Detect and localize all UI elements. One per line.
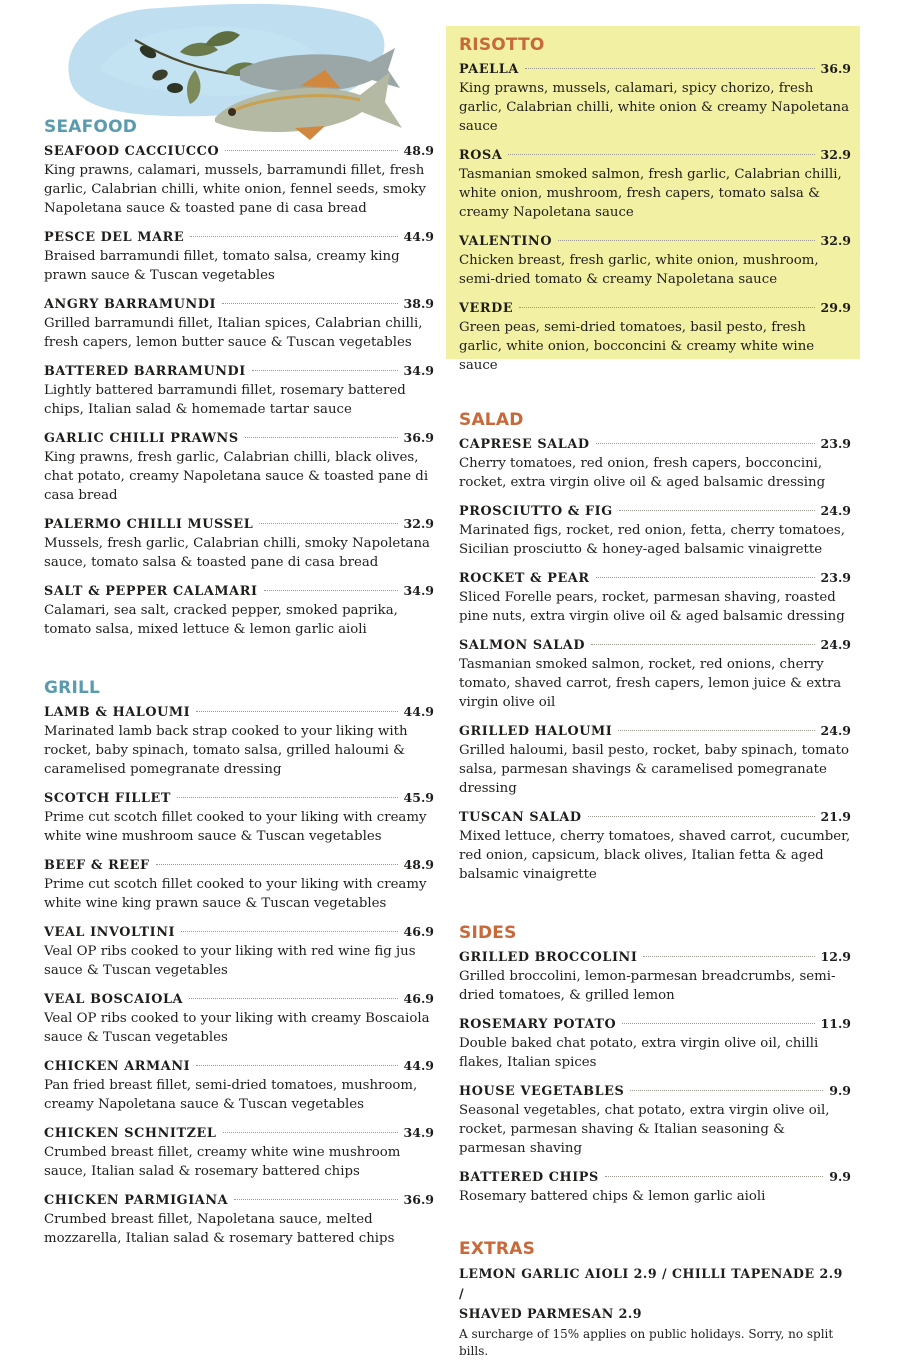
menu-item-description: Rosemary battered chips & lemon garlic aioli — [459, 1189, 766, 1204]
dotted-leader — [196, 1065, 397, 1066]
menu-item-header — [459, 232, 851, 251]
dotted-leader — [596, 443, 815, 444]
menu-item-price: 12.9 — [820, 949, 851, 964]
dotted-leader — [252, 370, 398, 371]
menu-item — [44, 582, 434, 639]
menu-item-description: Lightly battered barramundi fillet, rosemary battered chips, Italian salad & homemade tartar sauce — [44, 383, 406, 417]
menu-item-header — [44, 1191, 434, 1210]
menu-item-price: 24.9 — [820, 503, 851, 518]
dotted-leader — [196, 711, 397, 712]
menu-item-description: Chicken breast, fresh garlic, white onion, mushroom, semi-dried tomato & creamy Napoletana sauce — [459, 253, 819, 287]
menu-item-description: Grilled barramundi fillet, Italian spices, Calabrian chilli, fresh capers, lemon butter sauce & Tuscan vegetables — [44, 316, 423, 350]
menu-item — [44, 923, 434, 980]
section-title-grill: GRILL — [44, 678, 101, 698]
menu-item-header — [459, 146, 851, 165]
menu-item-header — [44, 856, 434, 875]
dotted-leader — [225, 150, 397, 151]
menu-item — [459, 435, 851, 492]
menu-item-description: Braised barramundi fillet, tomato salsa, creamy king prawn sauce & Tuscan vegetables — [44, 249, 400, 283]
menu-item-description: Pan fried breast fillet, semi-dried tomatoes, mushroom, creamy Napoletana sauce & Tuscan vegetables — [44, 1078, 418, 1112]
section-title-seafood: SEAFOOD — [44, 117, 138, 137]
menu-item-price: 46.9 — [403, 924, 434, 939]
menu-item-price: 44.9 — [403, 704, 434, 719]
menu-item-name: VALENTINO — [459, 234, 553, 249]
menu-item — [44, 1057, 434, 1114]
menu-item — [459, 1015, 851, 1072]
menu-item-price: 38.9 — [403, 296, 434, 311]
menu-item — [44, 295, 434, 352]
menu-item — [44, 990, 434, 1047]
sides-section — [459, 922, 851, 1206]
menu-item-price: 36.9 — [403, 1192, 434, 1207]
menu-item-price: 32.9 — [820, 233, 851, 248]
menu-item-name: ROSEMARY POTATO — [459, 1017, 617, 1032]
menu-item-header — [459, 299, 851, 318]
menu-item — [44, 362, 434, 419]
dotted-leader — [190, 236, 397, 237]
menu-item — [459, 60, 851, 136]
menu-item-description: Seasonal vegetables, chat potato, extra virgin olive oil, rocket, parmesan shaving & Italian seasoning & parmesan shaving — [459, 1103, 830, 1156]
menu-item-description: Cherry tomatoes, red onion, fresh capers, bocconcini, rocket, extra virgin olive oil & aged balsamic dressing — [459, 456, 826, 490]
dotted-leader — [245, 437, 398, 438]
menu-item-name: BATTERED CHIPS — [459, 1170, 599, 1185]
menu-item-name: HOUSE VEGETABLES — [459, 1084, 625, 1099]
dotted-leader — [525, 68, 815, 69]
menu-item-name: CAPRESE SALAD — [459, 437, 590, 452]
menu-item-description: Green peas, semi-dried tomatoes, basil pesto, fresh garlic, white onion, bocconcini & creamy white wine sauce — [459, 320, 815, 373]
menu-item-price: 48.9 — [403, 143, 434, 158]
menu-item-name: PAELLA — [459, 62, 519, 77]
dotted-leader — [234, 1199, 397, 1200]
menu-item-header — [44, 703, 434, 722]
menu-item-name: BEEF & REEF — [44, 858, 150, 873]
menu-item — [459, 948, 851, 1005]
menu-item-price: 46.9 — [403, 991, 434, 1006]
dotted-leader — [222, 303, 398, 304]
menu-item-header — [459, 60, 851, 79]
menu-item-price: 48.9 — [403, 857, 434, 872]
menu-item-description: King prawns, fresh garlic, Calabrian chilli, black olives, chat potato, creamy Napoletana sauce & toasted pane di casa bread — [44, 450, 429, 503]
menu-item-name: GRILLED BROCCOLINI — [459, 950, 638, 965]
dotted-leader — [223, 1132, 398, 1133]
menu-item-description: Mixed lettuce, cherry tomatoes, shaved carrot, cucumber, red onion, capsicum, black olives, Italian fetta & aged balsamic vinaigrette — [459, 829, 851, 882]
menu-item-description: Grilled broccolini, lemon-parmesan breadcrumbs, semi-dried tomatoes, & grilled lemon — [459, 969, 836, 1003]
menu-item-header — [44, 362, 434, 381]
menu-item-description: Crumbed breast fillet, Napoletana sauce, melted mozzarella, Italian salad & rosemary battered chips — [44, 1212, 395, 1246]
menu-item-name: GRILLED HALOUMI — [459, 724, 613, 739]
menu-item — [44, 1191, 434, 1248]
menu-item-header — [44, 1124, 434, 1143]
dotted-leader — [189, 998, 397, 999]
menu-item-header — [459, 722, 851, 741]
menu-item-description: Tasmanian smoked salmon, rocket, red onions, cherry tomato, shaved carrot, fresh capers, lemon juice & extra virgin olive oil — [459, 657, 842, 710]
menu-item-price: 9.9 — [829, 1083, 851, 1098]
menu-item — [459, 808, 851, 884]
dotted-leader — [605, 1176, 823, 1177]
dotted-leader — [588, 816, 815, 817]
dotted-leader — [558, 240, 814, 241]
menu-item-header — [44, 228, 434, 247]
menu-item-price: 9.9 — [829, 1169, 851, 1184]
menu-item-description: Tasmanian smoked salmon, fresh garlic, Calabrian chilli, white onion, mushroom, fresh capers, tomato salsa & creamy Napoletana sauce — [459, 167, 842, 220]
salad-section — [459, 409, 851, 884]
menu-item-header — [459, 1082, 851, 1101]
grill-section — [44, 677, 434, 1248]
menu-item-name: ROSA — [459, 148, 503, 163]
dotted-leader — [181, 931, 397, 932]
left-column — [44, 116, 434, 1258]
menu-item-price: 44.9 — [403, 1058, 434, 1073]
menu-item-name: GARLIC CHILLI PRAWNS — [44, 431, 239, 446]
dotted-leader — [591, 644, 815, 645]
menu-item-header — [459, 435, 851, 454]
menu-item-price: 24.9 — [820, 723, 851, 738]
menu-item-price: 45.9 — [403, 790, 434, 805]
menu-item — [459, 636, 851, 712]
dotted-leader — [618, 730, 814, 731]
menu-item — [44, 228, 434, 285]
menu-item-description: Double baked chat potato, extra virgin olive oil, chilli flakes, Italian spices — [459, 1036, 819, 1070]
menu-item-header — [459, 1015, 851, 1034]
section-title-sides: SIDES — [459, 923, 517, 943]
menu-item-name: SALMON SALAD — [459, 638, 586, 653]
menu-item-header — [459, 808, 851, 827]
menu-item-name: ANGRY BARRAMUNDI — [44, 297, 217, 312]
menu-item — [459, 1168, 851, 1206]
dotted-leader — [177, 797, 398, 798]
menu-item — [44, 515, 434, 572]
menu-item — [44, 789, 434, 846]
section-title-extras: EXTRAS — [459, 1239, 536, 1259]
risotto-section — [459, 34, 851, 375]
menu-item-description: Grilled haloumi, basil pesto, rocket, baby spinach, tomato salsa, parmesan shavings & caramelised pomegranate dressing — [459, 743, 849, 796]
menu-item-header — [44, 582, 434, 601]
extras-line-2: SHAVED PARMESAN 2.9 — [459, 1306, 643, 1321]
menu-item-price: 36.9 — [403, 430, 434, 445]
menu-item-header — [459, 636, 851, 655]
menu-item-name: CHICKEN SCHNITZEL — [44, 1126, 217, 1141]
menu-item-name: LAMB & HALOUMI — [44, 705, 191, 720]
menu-item-description: Marinated figs, rocket, red onion, fetta, cherry tomatoes, Sicilian prosciutto & honey-aged balsamic vinaigrette — [459, 523, 845, 557]
menu-item-price: 44.9 — [403, 229, 434, 244]
menu-item-name: ROCKET & PEAR — [459, 571, 590, 586]
menu-item-price: 29.9 — [820, 300, 851, 315]
menu-item-header — [44, 142, 434, 161]
menu-item-header — [459, 1168, 851, 1187]
section-title-risotto: RISOTTO — [459, 35, 545, 55]
menu-item-header — [44, 990, 434, 1009]
menu-item-name: VEAL INVOLTINI — [44, 925, 176, 940]
menu-item-price: 23.9 — [820, 570, 851, 585]
menu-item-description: Veal OP ribs cooked to your liking with creamy Boscaiola sauce & Tuscan vegetables — [44, 1011, 430, 1045]
extras-line-1: LEMON GARLIC AIOLI 2.9 / CHILLI TAPENADE 2.9 / — [459, 1266, 843, 1301]
dotted-leader — [156, 864, 398, 865]
menu-item-price: 11.9 — [820, 1016, 851, 1031]
menu-item — [459, 232, 851, 289]
dotted-leader — [259, 523, 397, 524]
menu-item-name: CHICKEN PARMIGIANA — [44, 1193, 229, 1208]
surcharge-note: A surcharge of 15% applies on public holidays. Sorry, no split bills. — [459, 1327, 834, 1358]
menu-item-price: 24.9 — [820, 637, 851, 652]
dotted-leader — [643, 956, 814, 957]
menu-item — [459, 722, 851, 798]
menu-item-name: BATTERED BARRAMUNDI — [44, 364, 246, 379]
menu-item-name: SALT & PEPPER CALAMARI — [44, 584, 258, 599]
menu-item-description: Mussels, fresh garlic, Calabrian chilli, smoky Napoletana sauce, tomato salsa & toasted pane di casa bread — [44, 536, 430, 570]
menu-item-name: CHICKEN ARMANI — [44, 1059, 191, 1074]
dotted-leader — [596, 577, 815, 578]
dotted-leader — [619, 510, 815, 511]
menu-item-name: SEAFOOD CACCIUCCO — [44, 144, 220, 159]
menu-item — [44, 703, 434, 779]
menu-item-price: 34.9 — [403, 363, 434, 378]
menu-item-name: VEAL BOSCAIOLA — [44, 992, 184, 1007]
menu-item-description: Calamari, sea salt, cracked pepper, smoked paprika, tomato salsa, mixed lettuce & lemon garlic aioli — [44, 603, 398, 637]
menu-item — [459, 569, 851, 626]
menu-item-header — [44, 295, 434, 314]
menu-item-description: Prime cut scotch fillet cooked to your liking with creamy white wine king prawn sauce & Tuscan vegetables — [44, 877, 427, 911]
menu-item-description: King prawns, calamari, mussels, barramundi fillet, fresh garlic, Calabrian chilli, white onion, fennel seeds, smoky Napoletana sauce & toasted pane di casa bread — [44, 163, 426, 216]
menu-item-price: 32.9 — [403, 516, 434, 531]
menu-item-header — [44, 789, 434, 808]
menu-item-name: PESCE DEL MARE — [44, 230, 185, 245]
extras-section — [459, 1238, 851, 1360]
menu-item-header — [44, 429, 434, 448]
menu-item-header — [44, 515, 434, 534]
menu-item-description: Sliced Forelle pears, rocket, parmesan shaving, roasted pine nuts, extra virgin olive oil & aged balsamic dressing — [459, 590, 845, 624]
menu-item-name: PALERMO CHILLI MUSSEL — [44, 517, 254, 532]
menu-item-header — [459, 569, 851, 588]
dotted-leader — [630, 1090, 823, 1091]
menu-item-header — [459, 948, 851, 967]
menu-item-name: PROSCIUTTO & FIG — [459, 504, 613, 519]
menu-item-price: 21.9 — [820, 809, 851, 824]
menu-item-price: 34.9 — [403, 1125, 434, 1140]
menu-item — [459, 1082, 851, 1158]
menu-item-name: VERDE — [459, 301, 514, 316]
dotted-leader — [264, 590, 398, 591]
menu-item — [44, 429, 434, 505]
menu-item-description: King prawns, mussels, calamari, spicy chorizo, fresh garlic, Calabrian chilli, white onion & creamy Napoletana sauce — [459, 81, 850, 134]
menu-item-header — [44, 923, 434, 942]
menu-item — [44, 856, 434, 913]
menu-item-description: Veal OP ribs cooked to your liking with red wine fig jus sauce & Tuscan vegetables — [44, 944, 416, 978]
menu-item-description: Marinated lamb back strap cooked to your liking with rocket, baby spinach, tomato salsa, grilled haloumi & caramelised pomegranate dressing — [44, 724, 408, 777]
dotted-leader — [622, 1023, 814, 1024]
menu-item-price: 23.9 — [820, 436, 851, 451]
menu-item — [459, 502, 851, 559]
menu-item-price: 34.9 — [403, 583, 434, 598]
menu-item — [459, 299, 851, 375]
menu-item-name: TUSCAN SALAD — [459, 810, 582, 825]
menu-item-name: SCOTCH FILLET — [44, 791, 171, 806]
menu-item — [459, 146, 851, 222]
menu-item-description: Crumbed breast fillet, creamy white wine mushroom sauce, Italian salad & rosemary battered chips — [44, 1145, 401, 1179]
menu-item-price: 36.9 — [820, 61, 851, 76]
menu-item-price: 32.9 — [820, 147, 851, 162]
dotted-leader — [508, 154, 814, 155]
menu-item — [44, 1124, 434, 1181]
seafood-section — [44, 116, 434, 639]
right-column — [459, 34, 851, 1360]
menu-item-header — [459, 502, 851, 521]
menu-item — [44, 142, 434, 218]
menu-item-description: Prime cut scotch fillet cooked to your liking with creamy white wine mushroom sauce & Tuscan vegetables — [44, 810, 427, 844]
dotted-leader — [519, 307, 814, 308]
section-title-salad: SALAD — [459, 410, 524, 430]
menu-item-header — [44, 1057, 434, 1076]
